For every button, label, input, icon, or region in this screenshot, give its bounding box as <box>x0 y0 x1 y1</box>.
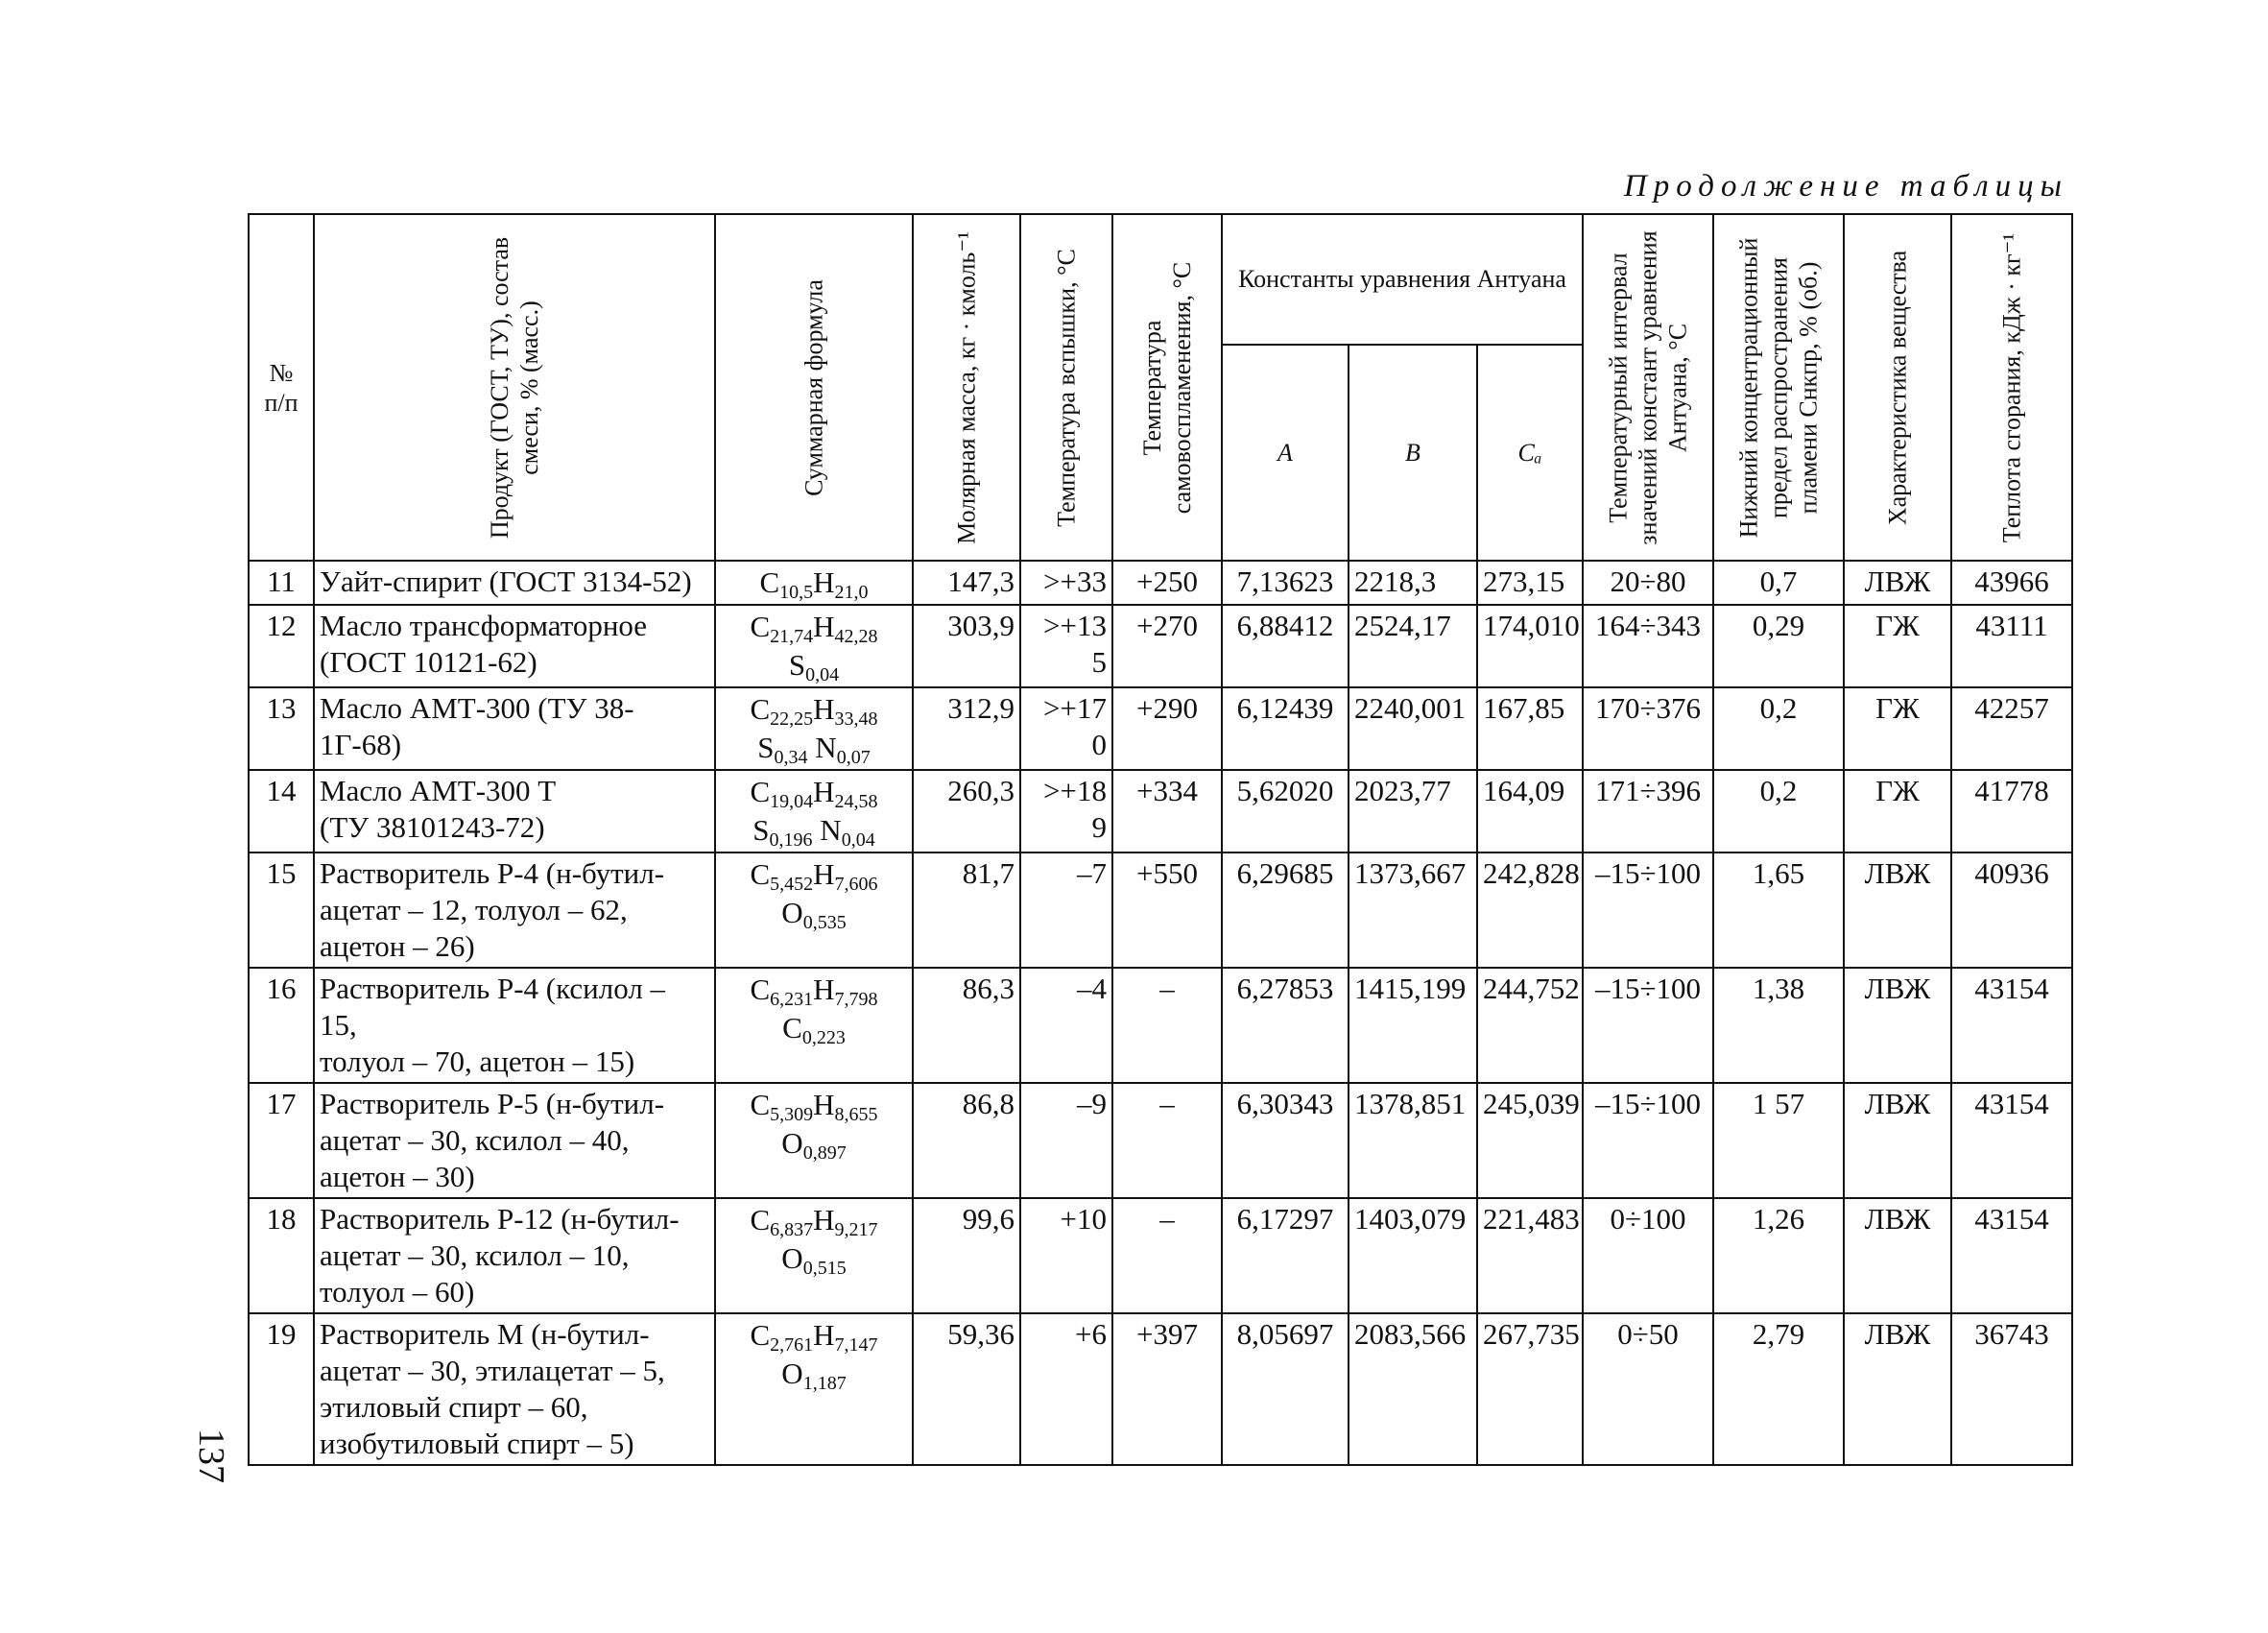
antoine-c-cell: 167,85 <box>1477 687 1583 770</box>
antoine-a-cell: 6,17297 <box>1222 1198 1349 1313</box>
table-row <box>249 770 2072 853</box>
header-combustion-heat <box>1951 214 2072 561</box>
formula-element: C <box>750 775 771 808</box>
formula-subscript: 5,452 <box>770 874 814 895</box>
autoignition-cell: +270 <box>1112 605 1222 687</box>
formula-element: S <box>757 731 775 764</box>
formula-element: H <box>813 973 835 1006</box>
header-antoine-a: A <box>1222 345 1349 561</box>
lower-limit-cell: 0,7 <box>1713 561 1844 605</box>
formula-subscript: 2,761 <box>770 1334 814 1356</box>
characteristic-cell: ЛВЖ <box>1844 1313 1951 1465</box>
header-product-text: Продукт (ГОСТ, ТУ), состав смеси, % (масс.) <box>486 236 543 539</box>
antoine-a-cell: 6,29685 <box>1222 853 1349 968</box>
flash-temp-line: –9 <box>1077 1087 1107 1120</box>
molar-mass-cell: 99,6 <box>913 1198 1020 1313</box>
combustion-heat-cell: 43111 <box>1951 605 2072 687</box>
formula-line <box>721 971 907 1009</box>
combustion-heat-cell: 41778 <box>1951 770 2072 853</box>
autoignition-cell: +550 <box>1112 853 1222 968</box>
product-line: изобутиловый спирт – 5) <box>320 1427 634 1460</box>
row-number: 11 <box>249 561 314 605</box>
formula-line <box>721 855 907 894</box>
formula-subscript: 0,34 <box>774 747 808 768</box>
combustion-heat-cell: 43966 <box>1951 561 2072 605</box>
antoine-c-cell: 273,15 <box>1477 561 1583 605</box>
formula-cell <box>715 561 913 605</box>
row-number: 14 <box>249 770 314 853</box>
product-line: Масло трансформаторное <box>320 609 648 642</box>
antoine-b-cell: 2218,3 <box>1349 561 1477 605</box>
molar-mass-cell: 81,7 <box>913 853 1020 968</box>
table-row <box>249 853 2072 968</box>
row-number: 15 <box>249 853 314 968</box>
flash-temp-line: 9 <box>1091 810 1107 844</box>
antoine-c-cell: 242,828 <box>1477 853 1583 968</box>
formula-subscript: 0,07 <box>836 747 871 768</box>
formula-cell <box>715 770 913 853</box>
header-antoine-group: Константы уравнения Антуана <box>1222 214 1583 345</box>
product-line: Уайт-спирит (ГОСТ 3134-52) <box>320 564 692 598</box>
product-line: (ГОСТ 10121-62) <box>320 645 537 679</box>
formula-cell <box>715 1313 913 1465</box>
temp-interval-cell: 171÷396 <box>1583 770 1713 853</box>
product-line: этиловый спирт – 60, <box>320 1390 588 1424</box>
row-number: 19 <box>249 1313 314 1465</box>
formula-subscript: 0,897 <box>802 1142 847 1164</box>
product-line: ацетат – 30, ксилол – 10, <box>320 1238 630 1272</box>
autoignition-cell: +334 <box>1112 770 1222 853</box>
product-cell <box>314 968 715 1083</box>
combustion-heat-cell: 43154 <box>1951 968 2072 1083</box>
header-lower-limit-text: Нижний концентрационный предел распространения пламени Снкпр, % (об.) <box>1734 237 1823 538</box>
table-row <box>249 605 2072 687</box>
antoine-a-cell: 6,12439 <box>1222 687 1349 770</box>
product-line: толуол – 70, ацетон – 15) <box>320 1045 635 1078</box>
temp-interval-cell: 170÷376 <box>1583 687 1713 770</box>
autoignition-cell: +290 <box>1112 687 1222 770</box>
formula-element: H <box>813 775 835 808</box>
formula-subscript: 0,535 <box>802 912 847 933</box>
formula-line <box>721 811 907 850</box>
product-cell <box>314 770 715 853</box>
header-num-symbol: № <box>269 358 294 387</box>
formula-element: H <box>813 692 835 726</box>
product-line: Растворитель Р-4 (н-бутил- <box>320 856 665 890</box>
formula-subscript: 24,58 <box>834 791 878 812</box>
antoine-b-cell: 2023,77 <box>1349 770 1477 853</box>
product-line: ацетон – 30) <box>320 1160 475 1193</box>
flash-temp-cell <box>1020 605 1112 687</box>
table-header <box>249 214 2072 561</box>
properties-table <box>248 213 2073 1466</box>
antoine-b-cell: 2083,566 <box>1349 1313 1477 1465</box>
characteristic-cell: ЛВЖ <box>1844 968 1951 1083</box>
formula-element: N <box>815 731 837 764</box>
molar-mass-cell: 86,8 <box>913 1083 1020 1198</box>
lower-limit-cell: 1 57 <box>1713 1083 1844 1198</box>
formula-element: H <box>813 1203 835 1237</box>
formula-line <box>721 646 907 684</box>
flash-temp-cell <box>1020 1313 1112 1465</box>
characteristic-cell: ЛВЖ <box>1844 1083 1951 1198</box>
formula-element: C <box>750 610 771 643</box>
formula-element: N <box>820 813 842 847</box>
autoignition-cell: – <box>1112 1083 1222 1198</box>
combustion-heat-cell: 40936 <box>1951 853 2072 968</box>
product-cell <box>314 1313 715 1465</box>
characteristic-cell: ЛВЖ <box>1844 561 1951 605</box>
header-product <box>314 214 715 561</box>
flash-temp-cell <box>1020 770 1112 853</box>
temp-interval-cell: –15÷100 <box>1583 968 1713 1083</box>
formula-subscript: 6,837 <box>770 1219 814 1240</box>
formula-line <box>721 608 907 646</box>
combustion-heat-cell: 36743 <box>1951 1313 2072 1465</box>
antoine-c-cell: 174,010 <box>1477 605 1583 687</box>
product-line: Растворитель Р-4 (ксилол – 15, <box>320 972 666 1042</box>
antoine-b-cell: 1403,079 <box>1349 1198 1477 1313</box>
header-combustion-heat-text: Теплота сгорания, кДж · кг⁻¹ <box>1997 232 2026 542</box>
formula-cell <box>715 1083 913 1198</box>
formula-element: O <box>781 1241 803 1275</box>
molar-mass-cell: 147,3 <box>913 561 1020 605</box>
product-cell <box>314 605 715 687</box>
molar-mass-cell: 59,36 <box>913 1313 1020 1465</box>
formula-subscript: 8,655 <box>834 1104 878 1125</box>
antoine-a-cell: 6,30343 <box>1222 1083 1349 1198</box>
characteristic-cell: ГЖ <box>1844 605 1951 687</box>
product-line: Масло АМТ-300 (ТУ 38-1Г-68) <box>320 691 634 761</box>
flash-temp-line: +6 <box>1075 1317 1107 1351</box>
flash-temp-cell <box>1020 561 1112 605</box>
molar-mass-cell: 312,9 <box>913 687 1020 770</box>
formula-line <box>721 1239 907 1278</box>
formula-subscript: 0,04 <box>841 829 875 851</box>
temp-interval-cell: 0÷50 <box>1583 1313 1713 1465</box>
product-line: Масло АМТ-300 Т <box>320 774 557 807</box>
formula-line <box>721 773 907 811</box>
antoine-c-cell: 221,483 <box>1477 1198 1583 1313</box>
flash-temp-cell <box>1020 1198 1112 1313</box>
page-number: 137 <box>191 1429 231 1483</box>
autoignition-cell: – <box>1112 1198 1222 1313</box>
flash-temp-line: >+17 <box>1043 691 1107 725</box>
product-line: (ТУ 38101243-72) <box>320 810 545 844</box>
lower-limit-cell: 1,65 <box>1713 853 1844 968</box>
flash-temp-cell <box>1020 687 1112 770</box>
formula-subscript: 19,04 <box>770 791 814 812</box>
flash-temp-line: 0 <box>1091 728 1107 761</box>
lower-limit-cell: 0,2 <box>1713 770 1844 853</box>
product-line: толуол – 60) <box>320 1275 475 1309</box>
antoine-a-cell: 6,27853 <box>1222 968 1349 1083</box>
flash-temp-cell <box>1020 968 1112 1083</box>
formula-subscript: 42,28 <box>834 626 878 647</box>
flash-temp-line: >+33 <box>1043 564 1107 598</box>
formula-element: C <box>782 1011 802 1045</box>
formula-line <box>721 1355 907 1393</box>
header-characteristic-text: Характеристика вещества <box>1883 250 1912 525</box>
formula-cell <box>715 1198 913 1313</box>
antoine-c-cell: 164,09 <box>1477 770 1583 853</box>
header-lower-limit <box>1713 214 1844 561</box>
formula-element: C <box>750 1088 771 1121</box>
product-cell <box>314 1083 715 1198</box>
lower-limit-cell: 1,26 <box>1713 1198 1844 1313</box>
antoine-c-cell: 245,039 <box>1477 1083 1583 1198</box>
product-line: Растворитель М (н-бутил- <box>320 1317 650 1351</box>
lower-limit-cell: 0,29 <box>1713 605 1844 687</box>
formula-line <box>721 690 907 729</box>
characteristic-cell: ЛВЖ <box>1844 853 1951 968</box>
row-number: 18 <box>249 1198 314 1313</box>
formula-subscript: 7,798 <box>834 989 878 1010</box>
table-caption: Продолжение таблицы <box>1623 169 2068 204</box>
antoine-b-cell: 1415,199 <box>1349 968 1477 1083</box>
row-number: 12 <box>249 605 314 687</box>
antoine-a-cell: 8,05697 <box>1222 1313 1349 1465</box>
formula-subscript: 21,0 <box>834 582 869 603</box>
lower-limit-cell: 2,79 <box>1713 1313 1844 1465</box>
lower-limit-cell: 0,2 <box>1713 687 1844 770</box>
antoine-a-cell: 5,62020 <box>1222 770 1349 853</box>
row-number: 13 <box>249 687 314 770</box>
formula-subscript: 33,48 <box>834 708 878 730</box>
temp-interval-cell: –15÷100 <box>1583 1083 1713 1198</box>
combustion-heat-cell: 43154 <box>1951 1083 2072 1198</box>
formula-element: H <box>813 610 835 643</box>
formula-element: C <box>750 1318 771 1352</box>
product-line: Растворитель Р-5 (н-бутил- <box>320 1087 665 1120</box>
molar-mass-cell: 260,3 <box>913 770 1020 853</box>
formula-element: S <box>752 813 770 847</box>
product-cell <box>314 561 715 605</box>
header-num <box>249 214 314 561</box>
flash-temp-cell <box>1020 1083 1112 1198</box>
combustion-heat-cell: 43154 <box>1951 1198 2072 1313</box>
formula-element: O <box>781 1126 803 1160</box>
formula-line <box>721 1201 907 1239</box>
flash-temp-cell <box>1020 853 1112 968</box>
antoine-c-cell: 244,752 <box>1477 968 1583 1083</box>
header-molar-mass <box>913 214 1020 561</box>
formula-element: C <box>750 973 771 1006</box>
formula-line <box>721 1009 907 1047</box>
header-antoine-c: Cₐ <box>1477 345 1583 561</box>
header-autoignition-temp <box>1112 214 1222 561</box>
formula-subscript: 1,187 <box>802 1373 847 1394</box>
formula-subscript: 21,74 <box>770 626 814 647</box>
header-autoignition-temp-text: Температура самовоспламенения, °С <box>1138 261 1196 514</box>
formula-element: H <box>813 565 835 599</box>
formula-element: C <box>750 857 771 891</box>
antoine-b-cell: 2240,001 <box>1349 687 1477 770</box>
table-row <box>249 1198 2072 1313</box>
formula-subscript: 0,196 <box>769 829 813 851</box>
formula-element: C <box>750 692 771 726</box>
lower-limit-cell: 1,38 <box>1713 968 1844 1083</box>
product-line: ацетон – 26) <box>320 929 475 963</box>
header-flash-temp-text: Температура вспышки, °С <box>1052 248 1081 527</box>
combustion-heat-cell: 42257 <box>1951 687 2072 770</box>
formula-element: H <box>813 1088 835 1121</box>
formula-element: C <box>759 565 780 599</box>
molar-mass-cell: 86,3 <box>913 968 1020 1083</box>
row-number: 16 <box>249 968 314 1083</box>
formula-element: C <box>750 1203 771 1237</box>
autoignition-cell: – <box>1112 968 1222 1083</box>
product-line: ацетат – 30, ксилол – 40, <box>320 1123 630 1157</box>
antoine-c-cell: 267,735 <box>1477 1313 1583 1465</box>
formula-subscript: 22,25 <box>770 708 814 730</box>
formula-line <box>721 564 907 602</box>
formula-cell <box>715 968 913 1083</box>
flash-temp-line: +10 <box>1060 1202 1107 1236</box>
characteristic-cell: ЛВЖ <box>1844 1198 1951 1313</box>
table-row <box>249 1313 2072 1465</box>
formula-cell <box>715 853 913 968</box>
formula-subscript: 0,515 <box>802 1258 847 1279</box>
table-body <box>249 561 2072 1465</box>
product-cell <box>314 687 715 770</box>
formula-subscript: 7,606 <box>834 874 878 895</box>
flash-temp-line: >+13 <box>1043 609 1107 642</box>
formula-subscript: 10,5 <box>779 582 814 603</box>
header-temp-interval-text: Температурный интервал значений констант уравнения Антуана, °С <box>1604 229 1692 545</box>
formula-element: H <box>813 857 835 891</box>
formula-subscript: 0,223 <box>801 1027 846 1048</box>
table-row <box>249 687 2072 770</box>
formula-line <box>721 1124 907 1163</box>
formula-element: O <box>781 1357 803 1390</box>
antoine-b-cell: 2524,17 <box>1349 605 1477 687</box>
row-number: 17 <box>249 1083 314 1198</box>
molar-mass-cell: 303,9 <box>913 605 1020 687</box>
header-temp-interval <box>1583 214 1713 561</box>
formula-cell <box>715 687 913 770</box>
formula-subscript: 5,309 <box>770 1104 814 1125</box>
header-characteristic <box>1844 214 1951 561</box>
product-cell <box>314 853 715 968</box>
formula-cell <box>715 605 913 687</box>
flash-temp-line: >+18 <box>1043 774 1107 807</box>
temp-interval-cell: 0÷100 <box>1583 1198 1713 1313</box>
header-antoine-b: B <box>1349 345 1477 561</box>
product-line: ацетат – 12, толуол – 62, <box>320 893 628 926</box>
temp-interval-cell: 20÷80 <box>1583 561 1713 605</box>
temp-interval-cell: 164÷343 <box>1583 605 1713 687</box>
formula-line <box>721 894 907 932</box>
characteristic-cell: ГЖ <box>1844 770 1951 853</box>
formula-subscript: 6,231 <box>770 989 814 1010</box>
header-molar-mass-text: Молярная масса, кг · кмоль⁻¹ <box>952 230 981 544</box>
table-row <box>249 968 2072 1083</box>
antoine-a-cell: 7,13623 <box>1222 561 1349 605</box>
autoignition-cell: +250 <box>1112 561 1222 605</box>
flash-temp-line: 5 <box>1091 645 1107 679</box>
formula-element: H <box>813 1318 835 1352</box>
formula-subscript: 7,147 <box>834 1334 878 1356</box>
header-formula-text: Суммарная формула <box>800 278 828 496</box>
formula-element: O <box>781 896 803 929</box>
header-flash-temp <box>1020 214 1112 561</box>
antoine-a-cell: 6,88412 <box>1222 605 1349 687</box>
formula-subscript: 9,217 <box>834 1219 878 1240</box>
formula-line <box>721 729 907 767</box>
product-line: ацетат – 30, этилацетат – 5, <box>320 1354 665 1387</box>
product-cell <box>314 1198 715 1313</box>
header-formula <box>715 214 913 561</box>
flash-temp-line: –7 <box>1077 856 1107 890</box>
formula-subscript: 0,04 <box>805 664 840 685</box>
table-row <box>249 1083 2072 1198</box>
temp-interval-cell: –15÷100 <box>1583 853 1713 968</box>
flash-temp-line: –4 <box>1077 972 1107 1005</box>
characteristic-cell: ГЖ <box>1844 687 1951 770</box>
formula-line <box>721 1086 907 1124</box>
autoignition-cell: +397 <box>1112 1313 1222 1465</box>
table-row <box>249 561 2072 605</box>
product-line: Растворитель Р-12 (н-бутил- <box>320 1202 680 1236</box>
antoine-b-cell: 1378,851 <box>1349 1083 1477 1198</box>
formula-line <box>721 1316 907 1355</box>
header-num-label: п/п <box>264 388 298 417</box>
antoine-b-cell: 1373,667 <box>1349 853 1477 968</box>
formula-element: S <box>788 648 806 682</box>
